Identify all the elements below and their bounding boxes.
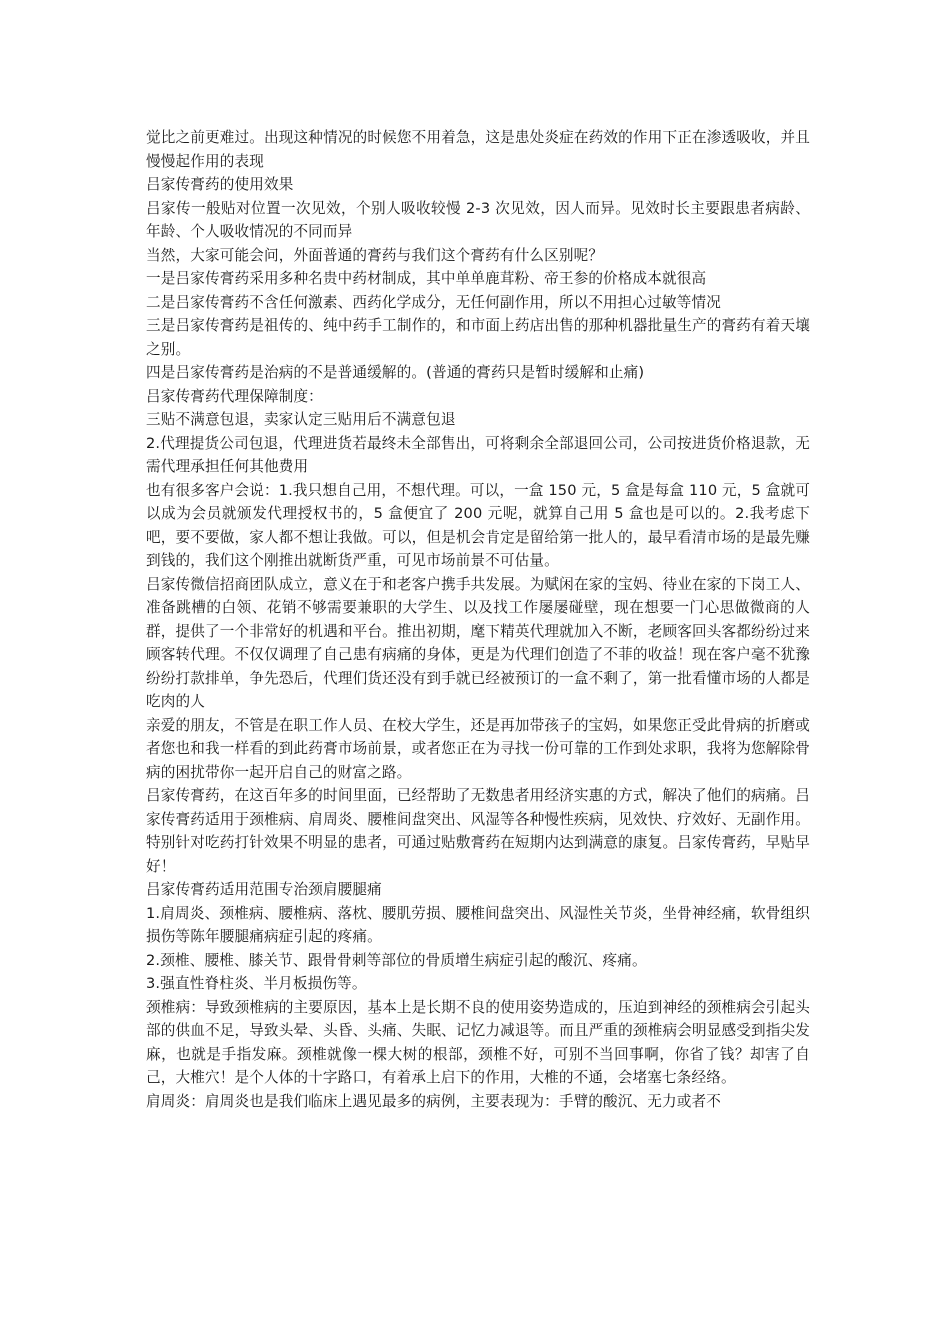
paragraph-point-two: 二是吕家传膏药不含任何激素、西药化学成分，无任何副作用，所以不用担心过敏等情况	[146, 293, 722, 311]
paragraph-effect-time: 吕家传一般贴对位置一次见效，个别人吸收较慢 2-3 次见效，因人而异。见效时长主要跟患者病龄、年龄、个人吸收情况的不同而异	[146, 199, 810, 240]
paragraph-guarantee-two: 2.代理提货公司包退，代理进货若最终未全部售出，可将剩余全部退回公司，公司按进货价格退款，无需代理承担任何其他费用	[146, 434, 810, 475]
paragraph-customer-questions: 也有很多客户会说：1.我只想自己用，不想代理。可以，一盒 150 元，5 盒是每盒 110 元，5 盒就可以成为会员就颁发代理授权书的，5 盒便宜了 200 元呢，就算自己用 5 盒也是可以的。2.我考虑下吧，要不要做，家人都不想让我做。可以，但是机会肯定是留给第一批人的，最早看清市场的是最先赚到钱的，我们这个刚推出就断货严重，可见市场前景不可估量。	[146, 481, 810, 569]
heading-agent-guarantee: 吕家传膏药代理保障制度：	[146, 387, 323, 405]
paragraph-point-three: 三是吕家传膏药是祖传的、纯中药手工制作的，和市面上药店出售的那种机器批量生产的膏药有着天壤之别。	[146, 317, 810, 358]
heading-scope: 吕家传膏药适用范围专治颈肩腰腿痛	[146, 881, 382, 898]
paragraph-scope-three: 3.强直性脊柱炎、半月板损伤等。	[146, 975, 367, 992]
heading-usage-effect: 吕家传膏药的使用效果	[146, 176, 294, 193]
paragraph-absorption-note: 觉比之前更难过。出现这种情况的时候您不用着急，这是患处炎症在药效的作用下正在渗透吸收，并且慢慢起作用的表现	[146, 129, 810, 170]
paragraph-shoulder: 肩周炎：肩周炎也是我们临床上遇见最多的病例，主要表现为：手臂的酸沉、无力或者不	[146, 1092, 722, 1110]
paragraph-scope-one: 1.肩周炎、颈椎病、腰椎病、落枕、腰肌劳损、腰椎间盘突出、风湿性关节炎，坐骨神经痛，软骨组织损伤等陈年腰腿痛病症引起的疼痛。	[146, 904, 810, 945]
paragraph-point-four: 四是吕家传膏药是治病的不是普通缓解的。(普通的膏药只是暂时缓解和止痛)	[146, 364, 645, 381]
paragraph-scope-two: 2.颈椎、腰椎、膝关节、跟骨骨刺等部位的骨质增生病症引起的酸沉、疼痛。	[146, 951, 647, 969]
paragraph-difference-question: 当然，大家可能会问，外面普通的膏药与我们这个膏药有什么区别呢？	[146, 246, 604, 264]
paragraph-cervical: 颈椎病：导致颈椎病的主要原因，基本上是长期不良的使用姿势造成的，压迫到神经的颈椎病会引起头部的供血不足，导致头晕、头昏、头痛、失眠、记忆力减退等。而且严重的颈椎病会明显感受到指尖发麻，也就是手指发麻。颈椎就像一棵大树的根部，颈椎不好，可别不当回事啊，你省了钱？却害了自己，大椎穴！是个人体的十字路口，有着承上启下的作用，大椎的不通，会堵塞七条经络。	[146, 998, 810, 1086]
paragraph-century-history: 吕家传膏药，在这百年多的时间里面，已经帮助了无数患者用经济实惠的方式，解决了他们的病痛。吕家传膏药适用于颈椎病、肩周炎、腰椎间盘突出、风湿等各种慢性疾病，见效快、疗效好、无副作用。特别针对吃药打针效果不明显的患者，可通过贴敷膏药在短期内达到满意的康复。吕家传膏药，早贴早好！	[146, 787, 810, 875]
paragraph-dear-friends: 亲爱的朋友，不管是在职工作人员、在校大学生，还是再加带孩子的宝妈，如果您正受此骨病的折磨或者您也和我一样看的到此药膏市场前景，或者您正在为寻找一份可靠的工作到处求职，我将为您解除骨病的困扰带你一起开启自己的财富之路。	[146, 716, 810, 781]
paragraph-point-one: 一是吕家传膏药采用多种名贵中药材制成，其中单单鹿茸粉、帝王参的价格成本就很高	[146, 270, 707, 287]
document-body	[146, 126, 810, 1113]
paragraph-wechat-team: 吕家传微信招商团队成立，意义在于和老客户携手共发展。为赋闲在家的宝妈、待业在家的下岗工人、准备跳槽的白领、花销不够需要兼职的大学生、以及找工作屡屡碰壁，现在想要一门心思做微商的人群，提供了一个非常好的机遇和平台。推出初期，麾下精英代理就加入不断，老顾客回头客都纷纷过来顾客转代理。不仅仅调理了自己患有病痛的身体，更是为代理们创造了不菲的收益！现在客户毫不犹豫纷纷打款排单，争先恐后，代理们货还没有到手就已经被预订的一盒不剩了，第一批看懂市场的人都是吃肉的人	[146, 575, 810, 710]
paragraph-guarantee-one: 三贴不满意包退，卖家认定三贴用后不满意包退	[146, 411, 456, 428]
